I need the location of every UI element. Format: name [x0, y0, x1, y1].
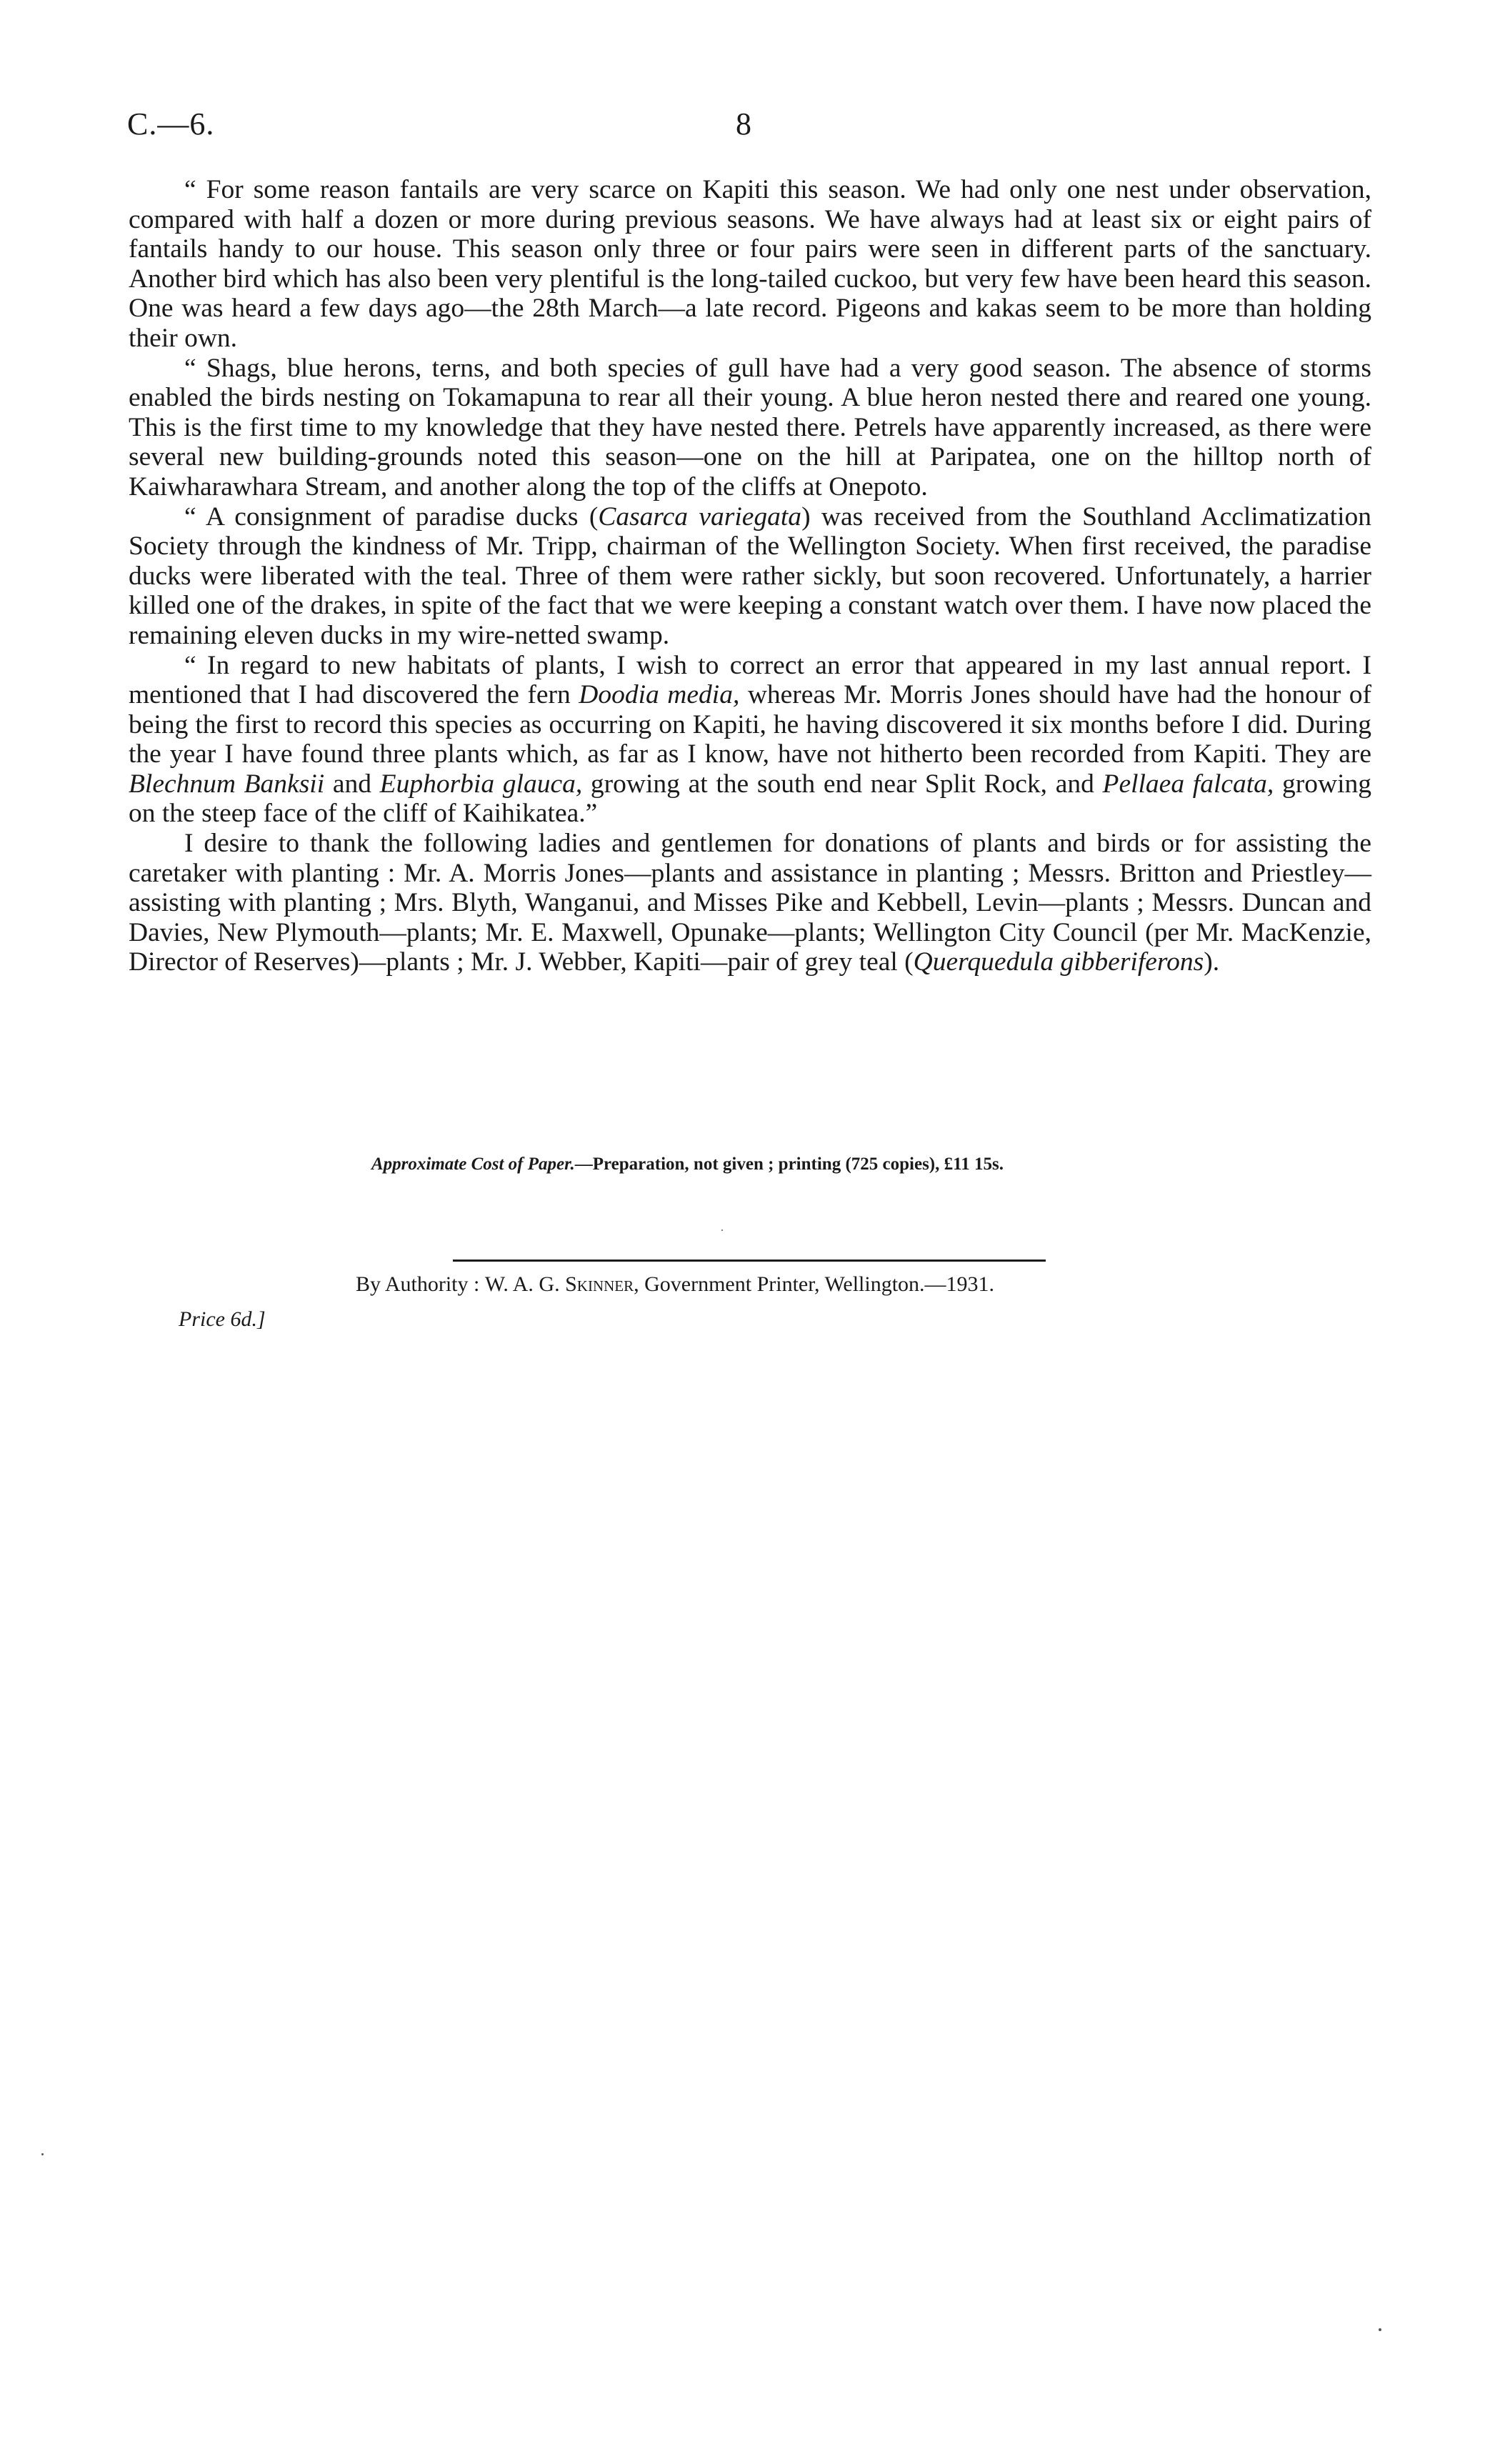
paragraph-plant-habitats [129, 651, 1371, 829]
species-name: Casarca variegata [598, 502, 802, 532]
paragraph-run: “ In regard to new habitats of plants, I wish to correct an error that appeared in my last annual report. I mentioned that I had discovered the fern [129, 650, 1371, 710]
species-name: Blechnum Banksii [129, 769, 325, 799]
species-name: Querquedula gibberiferons [913, 947, 1204, 977]
cost-note-text: —Preparation, not given ; printing (725 copies), £11 15s. [574, 1154, 1004, 1174]
paragraph-acknowledgements [129, 829, 1371, 977]
paragraph-paradise-ducks [129, 502, 1371, 651]
species-name: Euphorbia glauca, [379, 769, 583, 799]
paragraph-run: ) was received from the Southland Acclimatization Society through the kindness of Mr. Tripp, chairman of the Wellington Society. When first received, the paradise ducks were liberated with the teal. Three of them were rather sickly, but soon recovered. Unfortunately, a harrier killed one of the drakes, in spite of the fact that we were keeping a constant watch over them. I have now placed the remaining eleven ducks in my wire-netted swamp. [129, 502, 1372, 650]
cost-note-label: Approximate Cost of Paper. [371, 1154, 575, 1174]
species-name: Doodia media, [579, 680, 740, 710]
price-note: Price 6d.] [179, 1307, 266, 1331]
paragraph-run: “ For some reason fantails are very scarce on Kapiti this season. We had only one nest under observation, compared with half a dozen or more during previous seasons. We have always had at least six or eight pairs of fantails handy to our house. This season only three or four pairs were seen in different parts of the sanctuary. Another bird which has also been very plentiful is the long-tailed cuckoo, but very few have been heard this season. One was heard a few days ago—the 28th March—a late record. Pigeons and kakas seem to be more than holding their own. [129, 175, 1371, 353]
printer-imprint [356, 1272, 994, 1297]
species-name: Pellaea falcata, [1102, 769, 1274, 799]
scan-speck [41, 2153, 44, 2155]
paragraph-run: growing at the south end near Split Rock, and [582, 769, 1103, 799]
printer-name: W. A. G. Skinner [484, 1272, 634, 1296]
paragraph-run: ). [1204, 947, 1220, 977]
scan-speck [721, 1229, 723, 1231]
document-reference: C.—6. [127, 106, 215, 141]
cost-note [371, 1154, 1004, 1174]
paragraph-shags [129, 354, 1371, 502]
paragraph-run: and [324, 769, 380, 799]
imprint-prefix: By Authority : [356, 1272, 485, 1296]
body-text [129, 175, 1371, 977]
scan-speck [1379, 2328, 1381, 2331]
page-number: 8 [736, 106, 751, 141]
paragraph-run: growing on the steep face of the cliff of Kaihikatea.” [129, 769, 1371, 829]
paragraph-run: “ Shags, blue herons, terns, and both species of gull have had a very good season. The absence of storms enabled the birds nesting on Tokamapuna to rear all their young. A blue heron nested there and reared one young. This is the first time to my knowledge that they have nested there. Petrels have apparently increased, as there were several new building-grounds noted this season—one on the hill at Paripatea, one on the hilltop north of Kaiwharawhara Stream, and another along the top of the cliffs at Onepoto. [129, 353, 1371, 502]
divider-rule [453, 1260, 1046, 1262]
paragraph-run: “ A consignment of paradise ducks ( [184, 502, 599, 532]
paragraph-run: I desire to thank the following ladies and gentlemen for donations of plants and birds or for assisting the caretaker with planting : Mr. A. Morris Jones—plants and assistance in planting ; Messrs. Britton and Priestley—assisting with planting ; Mrs. Blyth, Wanganui, and Misses Pike and Kebbell, Levin—plants ; Messrs. Duncan and Davies, New Plymouth—plants; Mr. E. Maxwell, Opunake—plants; Wellington City Council (per Mr. MacKenzie, Director of Reserves)—plants ; Mr. J. Webber, Kapiti—pair of grey teal ( [129, 829, 1371, 977]
paragraph-fantails [129, 175, 1371, 354]
imprint-suffix: , Government Printer, Wellington.—1931. [634, 1272, 995, 1296]
paragraph-run: whereas Mr. Morris Jones should have had the honour of being the first to record this species as occurring on Kapiti, he having discovered it six months before I did. During the year I have found three plants which, as far as I know, have not hitherto been recorded from Kapiti. They are [129, 680, 1371, 769]
